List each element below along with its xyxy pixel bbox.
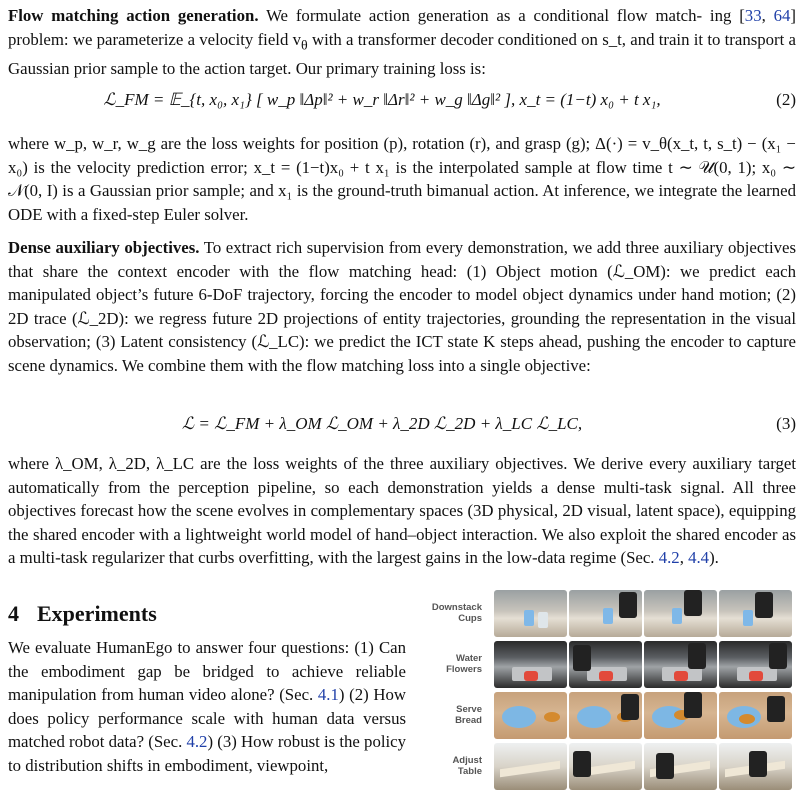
citation-link[interactable]: 4.4: [688, 548, 710, 567]
frame-image: [719, 641, 792, 688]
paragraph-flow-explanation: where w_p, w_r, w_g are the loss weights for position (p), rotation (r), and grasp (g); Δ(·) = v_θ(x_t, t, s_t) − (x₁ − x₀) is the velocity prediction error; x_t = (1−t)x₀ + t x₁ is the interpolated sample at flow time t ∼ 𝒰(0, 1); x₀ ∼ 𝒩(0, I) is a Gaussian prior sample; and x₁ is the ground-truth bimanual action. At inference, we integrate the learned ODE with a fixed-step Euler solver.: [8, 134, 796, 224]
frame-image: [644, 641, 717, 688]
paragraph-flow-matching: Flow matching action generation. We formulate action generation as a conditional flow match- ing [33, 64] problem: we parameterize a velocity field $v_\theta$ with a transformer decoder conditioned on s_t, and train it to transport a Gaussian prior sample to the action target. Our primary training loss is:: [8, 6, 796, 79]
row-label: Water Flowers: [446, 653, 482, 675]
frame-image: [719, 743, 792, 790]
frame-image: [569, 692, 642, 739]
citation-link[interactable]: 4.2: [658, 548, 680, 567]
frame-image: [569, 743, 642, 790]
equation-2: [8, 84, 796, 118]
paragraph-auxiliary-explanation: where λ_OM, λ_2D, λ_LC are the loss weights of the three auxiliary objectives. We derive every auxiliary target automatically from the perception pipeline, so each demonstration yields a dense multi-task signal. All three objectives forecast how the scene evolves in complementary spaces (3D physical, 2D visual, latent space), equipping the shared encoder with a lightweight world model of hand–object interaction. We also exploit the shared encoder as a multi-task regularizer that curbs overfitting, with the largest gains in the low-data regime (Sec. 4.2, 4.4).: [8, 454, 796, 567]
section-title: Experiments: [37, 601, 157, 626]
citation-link[interactable]: 4.2: [186, 732, 208, 751]
frame-image: [494, 641, 567, 688]
frame-image: [569, 641, 642, 688]
frame-image: [719, 692, 792, 739]
citation-link[interactable]: 33: [744, 6, 762, 25]
figure-row-adjust-table: [420, 743, 798, 791]
row-label: Downstack Cups: [431, 602, 482, 624]
figure-row-water-flowers: [420, 641, 798, 689]
frame-image: [719, 590, 792, 637]
task-figure: [420, 590, 798, 794]
equation-3: [8, 408, 796, 442]
frame-image: [569, 590, 642, 637]
paragraph-auxiliary: Dense auxiliary objectives. To extract rich supervision from every demonstration, we add three auxiliary objectives that share the context encoder with the flow matching head: (1) Object motion (ℒ_OM): we predict each manipulated object’s future 6-DoF trajectory, forcing the encoder to model object dynamics under hand motion; (2) 2D trace (ℒ_2D): we regress future 2D projections of entity trajectories, grounding the representation in the visual observation; (3) Latent consistency (ℒ_LC): we predict the ICT state K steps ahead, pushing the encoder to capture scene dynamics. We combine them with the flow matching loss into a single objective:: [8, 238, 796, 375]
row-label: Serve Bread: [455, 704, 482, 726]
paragraph-experiments: We evaluate HumanEgo to answer four questions: (1) Can the embodiment gap be bridged to achieve reliable manipulation from human video alone? (Sec. 4.1) (2) How does policy performance scale with human data versus matched robot data? (Sec. 4.2) (3) How robust is the policy to distribution shifts in embodiment, viewpoint,: [8, 638, 407, 775]
frame-image: [644, 692, 717, 739]
frame-image: [644, 590, 717, 637]
citation-link[interactable]: 64: [773, 6, 791, 25]
paragraph-title: Flow matching action generation.: [8, 6, 259, 25]
paragraph-title: Dense auxiliary objectives.: [8, 238, 200, 257]
frame-image: [644, 743, 717, 790]
frame-image: [494, 743, 567, 790]
frame-image: [494, 692, 567, 739]
equation-number: (3): [776, 414, 796, 433]
section-number: 4: [8, 601, 19, 626]
equation-body: ℒ_FM = 𝔼_{t, x₀, x₁} [ w_p ‖Δp‖² + w_r ‖Δr‖² + w_g ‖Δg‖² ], x_t = (1−t) x₀ + t x₁,: [103, 90, 661, 109]
figure-row-serve-bread: [420, 692, 798, 740]
section-heading-experiments: [8, 601, 157, 627]
equation-number: (2): [776, 90, 796, 109]
equation-body: ℒ = ℒ_FM + λ_OM ℒ_OM + λ_2D ℒ_2D + λ_LC ℒ_LC,: [181, 414, 583, 433]
row-label: Adjust Table: [452, 755, 482, 777]
figure-row-downstack-cups: [420, 590, 798, 638]
citation-link[interactable]: 4.1: [317, 685, 339, 704]
frame-image: [494, 590, 567, 637]
